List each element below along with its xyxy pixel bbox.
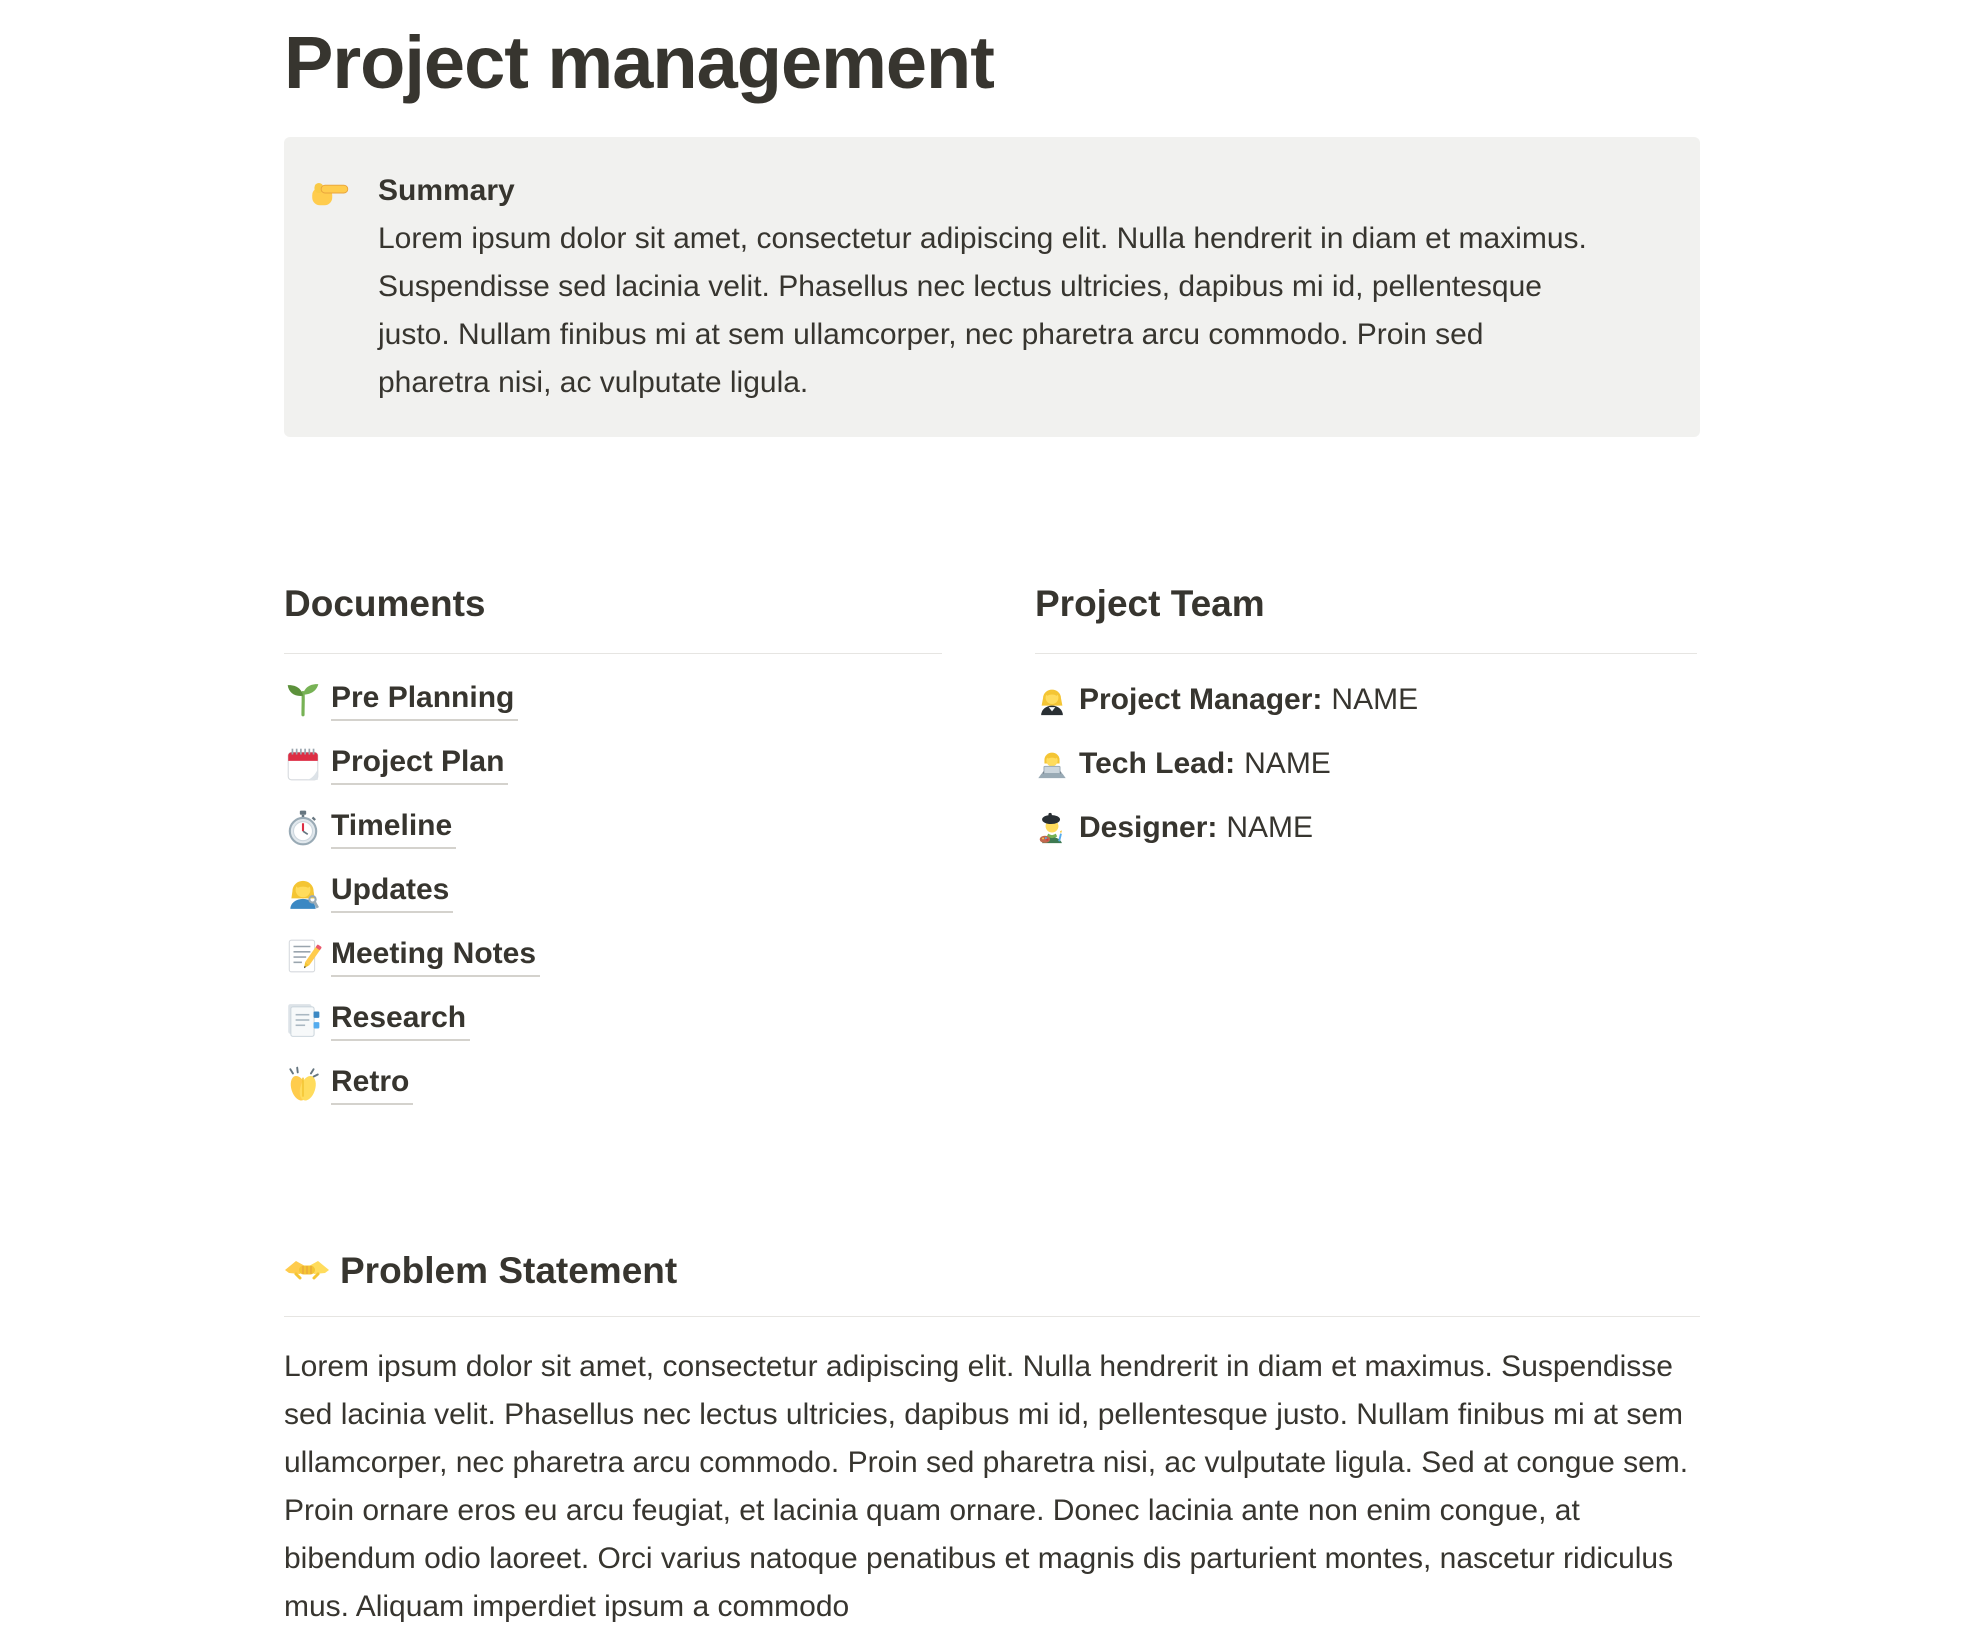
seedling-emoji-icon [284, 681, 322, 719]
man-technologist-emoji-icon [1035, 747, 1069, 781]
problem-statement-section [284, 1248, 1700, 1631]
team-role: Tech Lead: [1079, 747, 1236, 781]
documents-list [284, 668, 942, 1116]
team-member-text [1079, 811, 1313, 845]
doc-link-label[interactable]: Pre Planning [331, 679, 518, 721]
doc-link-meeting-notes[interactable] [284, 924, 942, 988]
doc-link-label[interactable]: Meeting Notes [331, 935, 540, 977]
doc-link-label[interactable]: Retro [331, 1063, 413, 1105]
team-list [1035, 668, 1697, 860]
project-team-column [1035, 581, 1697, 1116]
team-name: NAME [1331, 683, 1419, 717]
bookmark-tabs-emoji-icon [284, 1001, 322, 1039]
stopwatch-emoji-icon [284, 809, 322, 847]
clapping-hands-emoji-icon [284, 1065, 322, 1103]
doc-link-label[interactable]: Timeline [331, 807, 456, 849]
summary-callout [284, 137, 1700, 437]
documents-column [284, 581, 942, 1116]
problem-statement-heading-row [284, 1248, 1700, 1317]
doc-link-label[interactable]: Research [331, 999, 470, 1041]
page-title: Project management [284, 21, 994, 104]
callout-heading: Summary [378, 174, 515, 208]
woman-mechanic-emoji-icon [284, 873, 322, 911]
team-member-text [1079, 747, 1331, 781]
team-name: NAME [1244, 747, 1331, 781]
man-artist-emoji-icon [1035, 811, 1069, 845]
callout-body-text: Lorem ipsum dolor sit amet, consectetur adipiscing elit. Nulla hendrerit in diam et maximus. Suspendisse sed lacinia velit. Phasellus nec lectus ultricies, dapibus mi id, pellentesque justo. Nullam finibus mi at sem ullamcorper, nec pharetra arcu commodo. Proin sed pharetra nisi, ac vulputate ligula. [378, 222, 1587, 400]
problem-statement-body: Lorem ipsum dolor sit amet, consectetur adipiscing elit. Nulla hendrerit in diam et maximus. Suspendisse sed lacinia velit. Phasellus nec lectus ultricies, dapibus mi id, pellentesque justo. Nullam finibus mi at sem ullamcorper, nec pharetra arcu commodo. Proin sed pharetra nisi, ac vulputate ligula. Sed at congue sem. Proin ornare eros eu arcu feugiat, et lacinia quam ornare. Donec lacinia ante non enim congue, at bibendum odio laoreet. Orci varius natoque penatibus et magnis dis parturient montes, nascetur ridiculus mus. Aliquam imperdiet ipsum a commodo [284, 1350, 1689, 1624]
doc-link-label[interactable]: Updates [331, 871, 453, 913]
columns-section [284, 581, 1700, 1116]
page-content [284, 0, 1700, 1631]
doc-link-label[interactable]: Project Plan [331, 743, 508, 785]
project-team-heading: Project Team [1035, 581, 1697, 654]
team-role: Designer: [1079, 811, 1218, 845]
documents-heading: Documents [284, 581, 942, 654]
memo-emoji-icon [284, 937, 322, 975]
problem-statement-title: Problem Statement [340, 1250, 678, 1292]
team-member-text [1079, 683, 1418, 717]
team-row-tech-lead [1035, 732, 1697, 796]
team-name: NAME [1226, 811, 1314, 845]
team-row-designer [1035, 796, 1697, 860]
woman-office-worker-emoji-icon [1035, 683, 1069, 717]
doc-link-timeline[interactable] [284, 796, 942, 860]
doc-link-retro[interactable] [284, 1052, 942, 1116]
doc-link-project-plan[interactable] [284, 732, 942, 796]
team-row-project-manager [1035, 668, 1697, 732]
doc-link-pre-planning[interactable] [284, 668, 942, 732]
spiral-calendar-emoji-icon [284, 745, 322, 783]
doc-link-research[interactable] [284, 988, 942, 1052]
doc-link-updates[interactable] [284, 860, 942, 924]
team-role: Project Manager: [1079, 683, 1323, 717]
point-right-emoji-icon [310, 173, 350, 213]
handshake-emoji-icon [284, 1253, 330, 1289]
